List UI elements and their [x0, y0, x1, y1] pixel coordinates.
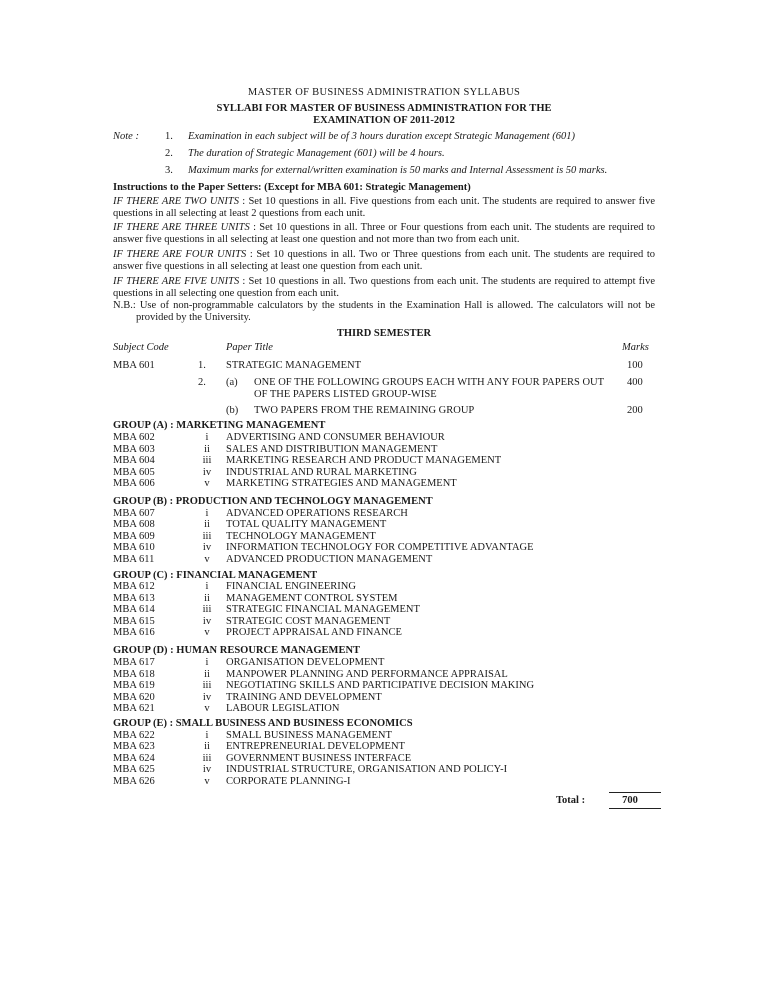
list-item [113, 432, 663, 444]
paper-numeral: iii [202, 753, 212, 764]
instruction-paragraph [113, 196, 655, 220]
paper-marks: 200 [627, 405, 643, 416]
paper-numeral: iii [202, 680, 212, 691]
subject-code: MBA 620 [113, 692, 155, 703]
paper-title: MANPOWER PLANNING AND PERFORMANCE APPRAISAL [226, 669, 508, 680]
subject-code: MBA 601 [113, 360, 155, 371]
subject-code: MBA 622 [113, 730, 155, 741]
subject-code: MBA 623 [113, 741, 155, 752]
group-heading: GROUP (C) : FINANCIAL MANAGEMENT [113, 570, 318, 581]
paper-title: MANAGEMENT CONTROL SYSTEM [226, 593, 398, 604]
paper-title: TECHNOLOGY MANAGEMENT [226, 531, 376, 542]
list-item [113, 680, 663, 692]
paper-title: CORPORATE PLANNING-I [226, 776, 351, 787]
list-item [113, 764, 663, 776]
paper-number: 1. [198, 360, 206, 371]
paper-numeral: v [204, 776, 210, 787]
list-item [113, 519, 663, 531]
total-label: Total : [556, 795, 586, 806]
subject-code: MBA 619 [113, 680, 155, 691]
paper-numeral: iii [202, 455, 212, 466]
semester-title: THIRD SEMESTER [336, 328, 432, 339]
paper-numeral: i [205, 730, 209, 741]
paper-title: TRAINING AND DEVELOPMENT [226, 692, 382, 703]
note-number: 3. [165, 165, 173, 176]
subject-code: MBA 624 [113, 753, 155, 764]
paper-title: TOTAL QUALITY MANAGEMENT [226, 519, 387, 530]
syllabus-title: MASTER OF BUSINESS ADMINISTRATION SYLLABUS [247, 87, 521, 98]
note-label: Note : [113, 131, 139, 142]
paper-title: FINANCIAL ENGINEERING [226, 581, 356, 592]
subject-code: MBA 617 [113, 657, 155, 668]
column-marks: Marks [622, 342, 649, 353]
list-item [113, 478, 663, 490]
instruction-text: : Set 10 questions in all. Two or Three questions from each unit. The students are required to answer five questions in all selecting at least one question from each unit. [113, 249, 656, 272]
paper-sub-label: (b) [226, 405, 239, 416]
paper-marks: 400 [627, 377, 643, 388]
total-rule-top [609, 792, 661, 793]
subject-code: MBA 625 [113, 764, 155, 775]
syllabi-heading: SYLLABI FOR MASTER OF BUSINESS ADMINISTRATION FOR THE [216, 103, 552, 114]
paper-numeral: v [204, 703, 210, 714]
instruction-lead: IF THERE ARE FIVE UNITS [113, 276, 240, 287]
subject-code: MBA 626 [113, 776, 155, 787]
instruction-text: : Set 10 questions in all. Five questions from each unit. The students are required to answer five questions in all selecting at least 2 questions from each unit. [113, 196, 655, 219]
list-item [113, 776, 663, 788]
paper-numeral: iv [202, 542, 212, 553]
subject-code: MBA 609 [113, 531, 155, 542]
paper-marks: 100 [627, 360, 643, 371]
instructions-heading-exception: : (Except for MBA 601: Strategic Management) [258, 182, 471, 193]
paper-number: 2. [198, 377, 206, 388]
paper-title: ONE OF THE FOLLOWING GROUPS EACH WITH ANY FOUR PAPERS OUT [254, 377, 605, 388]
group-heading: GROUP (B) : PRODUCTION AND TECHNOLOGY MANAGEMENT [113, 496, 433, 507]
paper-title: PROJECT APPRAISAL AND FINANCE [226, 627, 402, 638]
paper-numeral: iii [202, 531, 212, 542]
instruction-lead: IF THERE ARE FOUR UNITS [113, 249, 247, 260]
instruction-lead: IF THERE ARE TWO UNITS [113, 196, 240, 207]
paper-numeral: v [204, 627, 210, 638]
column-paper-title: Paper Title [226, 342, 273, 353]
instruction-lead: IF THERE ARE THREE UNITS [113, 222, 250, 233]
paper-numeral: i [205, 508, 209, 519]
paper-title: SMALL BUSINESS MANAGEMENT [226, 730, 392, 741]
paper-title: ENTREPRENEURIAL DEVELOPMENT [226, 741, 405, 752]
paper-title: SALES AND DISTRIBUTION MANAGEMENT [226, 444, 438, 455]
paper-numeral: i [205, 581, 209, 592]
paper-title: ADVANCED PRODUCTION MANAGEMENT [226, 554, 433, 565]
instructions-heading-main: Instructions to the Paper Setters [113, 182, 259, 193]
subject-code: MBA 605 [113, 467, 155, 478]
instruction-text: : Set 10 questions in all. Three or Four questions from each unit. The students are required to answer five questions in all selecting at least one question and not more than two from each unit. [113, 222, 655, 245]
paper-numeral: ii [204, 444, 210, 455]
paper-numeral: iv [202, 616, 212, 627]
paper-numeral: ii [204, 519, 210, 530]
paper-numeral: v [204, 478, 210, 489]
subject-code: MBA 621 [113, 703, 155, 714]
instruction-paragraph [113, 276, 655, 300]
note-text: The duration of Strategic Management (601) will be 4 hours. [188, 148, 445, 159]
paper-numeral: ii [204, 669, 210, 680]
instructions-heading [113, 182, 471, 194]
paper-title: ORGANISATION DEVELOPMENT [226, 657, 385, 668]
paper-sub-label: (a) [226, 377, 238, 388]
paper-title: INDUSTRIAL AND RURAL MARKETING [226, 467, 417, 478]
subject-code: MBA 607 [113, 508, 155, 519]
paper-title: MARKETING STRATEGIES AND MANAGEMENT [226, 478, 457, 489]
paper-title: INFORMATION TECHNOLOGY FOR COMPETITIVE ADVANTAGE [226, 542, 534, 553]
list-item [113, 554, 663, 566]
paper-title: STRATEGIC COST MANAGEMENT [226, 616, 391, 627]
paper-title: TWO PAPERS FROM THE REMAINING GROUP [254, 405, 475, 416]
list-item [113, 581, 663, 593]
paper-numeral: iii [202, 604, 212, 615]
group-heading: GROUP (A) : MARKETING MANAGEMENT [113, 420, 326, 431]
subject-code: MBA 603 [113, 444, 155, 455]
total-value: 700 [622, 795, 638, 806]
paper-numeral: ii [204, 593, 210, 604]
list-item [113, 604, 663, 616]
list-item [113, 741, 663, 753]
subject-code: MBA 615 [113, 616, 155, 627]
paper-title: ADVERTISING AND CONSUMER BEHAVIOUR [226, 432, 445, 443]
subject-code: MBA 608 [113, 519, 155, 530]
list-item [113, 627, 663, 639]
note-text: Examination in each subject will be of 3 hours duration except Strategic Management (601) [188, 131, 575, 142]
paper-numeral: i [205, 432, 209, 443]
paper-title: STRATEGIC MANAGEMENT [226, 360, 362, 371]
note-number: 1. [165, 131, 173, 142]
paper-title: INDUSTRIAL STRUCTURE, ORGANISATION AND POLICY-I [226, 764, 508, 775]
paper-title: GOVERNMENT BUSINESS INTERFACE [226, 753, 412, 764]
examination-year: EXAMINATION OF 2011-2012 [313, 115, 455, 126]
paper-numeral: i [205, 657, 209, 668]
list-item [113, 703, 663, 715]
paper-title: ADVANCED OPERATIONS RESEARCH [226, 508, 408, 519]
instruction-text: : Set 10 questions in all. Two questions from each unit. The students are required to attempt five questions in all selecting one question from each unit. [113, 276, 655, 299]
instruction-paragraph [113, 249, 655, 273]
paper-numeral: ii [204, 741, 210, 752]
paper-numeral: iv [202, 467, 212, 478]
subject-code: MBA 602 [113, 432, 155, 443]
subject-code: MBA 604 [113, 455, 155, 466]
list-item [113, 657, 663, 669]
subject-code: MBA 610 [113, 542, 155, 553]
paper-title-continued: OF THE PAPERS LISTED GROUP-WISE [254, 389, 437, 400]
list-item [113, 455, 663, 467]
note-number: 2. [165, 148, 173, 159]
paper-title: NEGOTIATING SKILLS AND PARTICIPATIVE DECISION MAKING [226, 680, 535, 691]
paper-title: MARKETING RESEARCH AND PRODUCT MANAGEMENT [226, 455, 502, 466]
paper-title: STRATEGIC FINANCIAL MANAGEMENT [226, 604, 420, 615]
subject-code: MBA 616 [113, 627, 155, 638]
subject-code: MBA 618 [113, 669, 155, 680]
paper-title: LABOUR LEGISLATION [226, 703, 340, 714]
paper-numeral: iv [202, 692, 212, 703]
paper-numeral: v [204, 554, 210, 565]
group-heading: GROUP (E) : SMALL BUSINESS AND BUSINESS ECONOMICS [113, 718, 413, 729]
instruction-paragraph [113, 222, 655, 246]
column-subject-code: Subject Code [113, 342, 169, 353]
subject-code: MBA 612 [113, 581, 155, 592]
subject-code: MBA 613 [113, 593, 155, 604]
subject-code: MBA 614 [113, 604, 155, 615]
paper-numeral: iv [202, 764, 212, 775]
total-rule-bottom [609, 808, 661, 809]
subject-code: MBA 611 [113, 554, 155, 565]
note-text: Maximum marks for external/written examination is 50 marks and Internal Assessment is 50 marks. [188, 165, 608, 176]
list-item [113, 542, 663, 554]
subject-code: MBA 606 [113, 478, 155, 489]
group-heading: GROUP (D) : HUMAN RESOURCE MANAGEMENT [113, 645, 361, 656]
nb-note: N.B.: Use of non-programmable calculators by the students in the Examination Hall is allowed. The calculators will not be provided by the University. [113, 300, 655, 323]
